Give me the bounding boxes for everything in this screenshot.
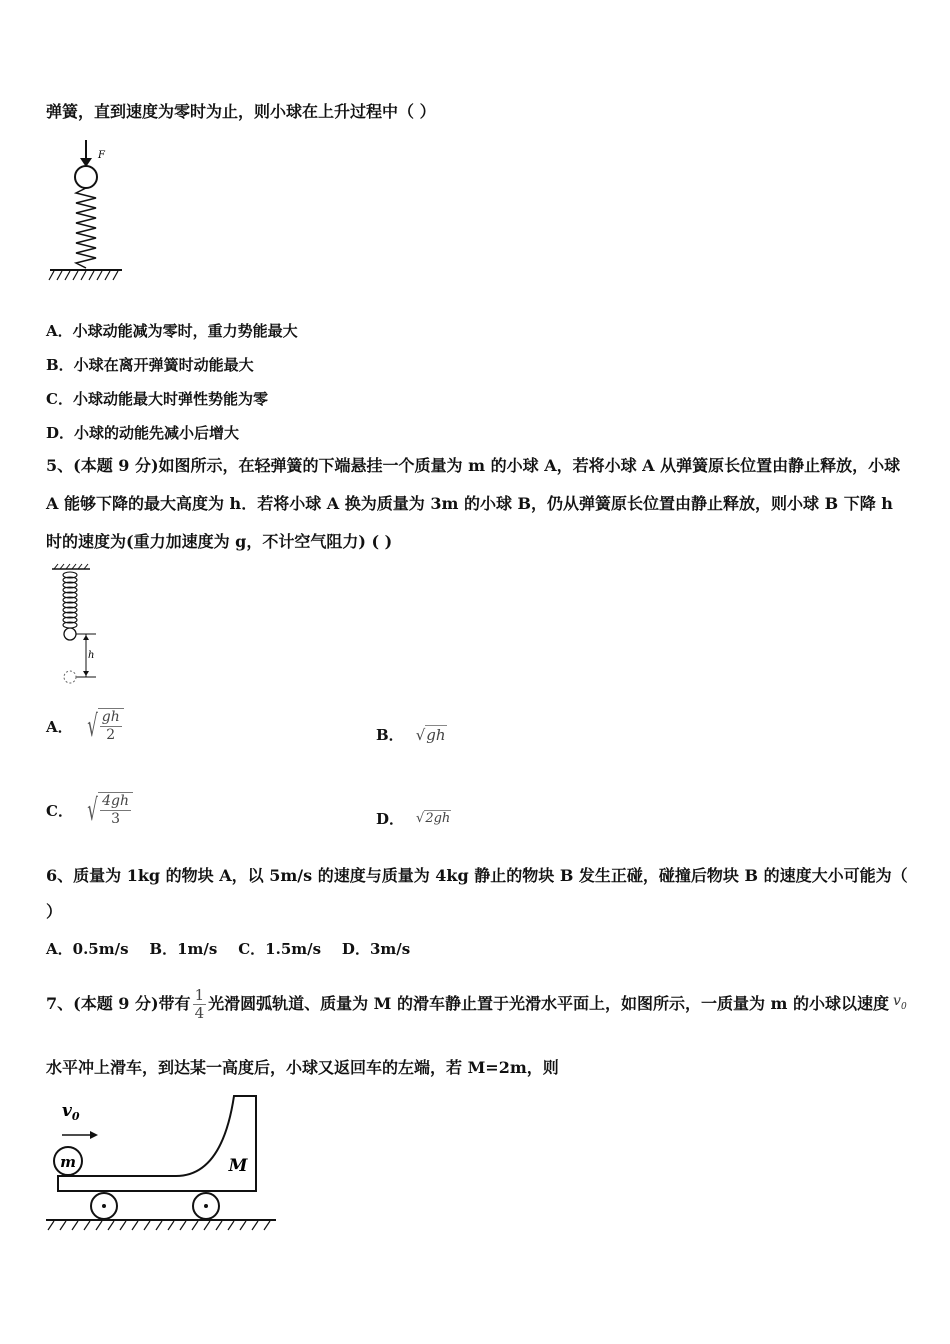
q5-option-b-expr: √gh	[415, 725, 446, 744]
q7-v0-symbol: $v_0$	[893, 993, 907, 1012]
q4-option-a: A．小球动能减为零时，重力势能最大	[46, 322, 298, 340]
q5-option-c-expr: √ $\frac{4gh}{3}$	[83, 792, 133, 828]
q5-option-d-label: D．	[376, 810, 405, 828]
q5-option-a-label: A．	[46, 717, 73, 736]
q7-line-2: 水平冲上滑车，到达某一高度后，小球又返回车的左端，若 M=2m，则	[46, 1058, 559, 1077]
q7-fig-ball-label: m	[60, 1153, 76, 1171]
q4-option-c: C．小球动能最大时弹性势能为零	[46, 390, 268, 408]
q6-options: A．0.5m/s B．1m/s C．1.5m/s D．3m/s	[46, 940, 411, 958]
q5-line-3: 时的速度为(重力加速度为 g，不计空气阻力) ( )	[46, 532, 393, 551]
q4-option-d: D．小球的动能先减小后增大	[46, 424, 240, 442]
q4-stem-tail: 弹簧，直到速度为零时为止，则小球在上升过程中（ ）	[46, 102, 436, 121]
q5-option-a	[46, 698, 124, 754]
q7-line-1	[46, 974, 907, 1034]
q5-option-c-label: C．	[46, 801, 73, 820]
q4-option-b: B．小球在离开弹簧时动能最大	[46, 356, 254, 374]
q5-option-d	[376, 808, 451, 829]
q5-hanging-spring-figure	[48, 563, 108, 688]
q7-middle: 光滑圆弧轨道、质量为 M 的滑车静止置于光滑水平面上，如图所示，一质量为 m 的小球以速度	[208, 994, 890, 1013]
q4-force-label: F	[98, 150, 105, 161]
q4-spring-figure	[46, 136, 126, 286]
q5-option-b	[376, 724, 447, 745]
q5-option-c	[46, 782, 133, 838]
q5-h-label: h	[88, 650, 95, 661]
q5-line-1: 5、(本题 9 分)如图所示，在轻弹簧的下端悬挂一个质量为 m 的小球 A，若将小球 A 从弹簧原长位置由静止释放，小球	[46, 456, 901, 475]
q5-option-a-expr: √ $\frac{gh}{2}$	[83, 708, 124, 744]
q6-line-2: ）	[46, 902, 63, 921]
q7-cart-figure	[44, 1094, 280, 1234]
q5-line-2: A 能够下降的最大高度为 h．若将小球 A 换为质量为 3m 的小球 B，仍从弹簧原长位置由静止释放，则小球 B 下降 h	[46, 494, 893, 513]
q7-quarter-fraction: $\frac{1}{4}$	[194, 985, 205, 1022]
q7-fig-v0: $v_0$	[62, 1101, 80, 1123]
q5-option-d-expr: √2gh	[416, 811, 451, 826]
q6-line-1: 6、质量为 1kg 的物块 A，以 5m/s 的速度与质量为 4kg 静止的物块 B 发生正碰，碰撞后物块 B 的速度大小可能为（	[46, 866, 908, 885]
q7-fig-cart-label: M	[228, 1156, 248, 1176]
q5-option-b-label: B．	[376, 726, 404, 744]
q7-prefix: 7、(本题 9 分)带有	[46, 994, 191, 1013]
